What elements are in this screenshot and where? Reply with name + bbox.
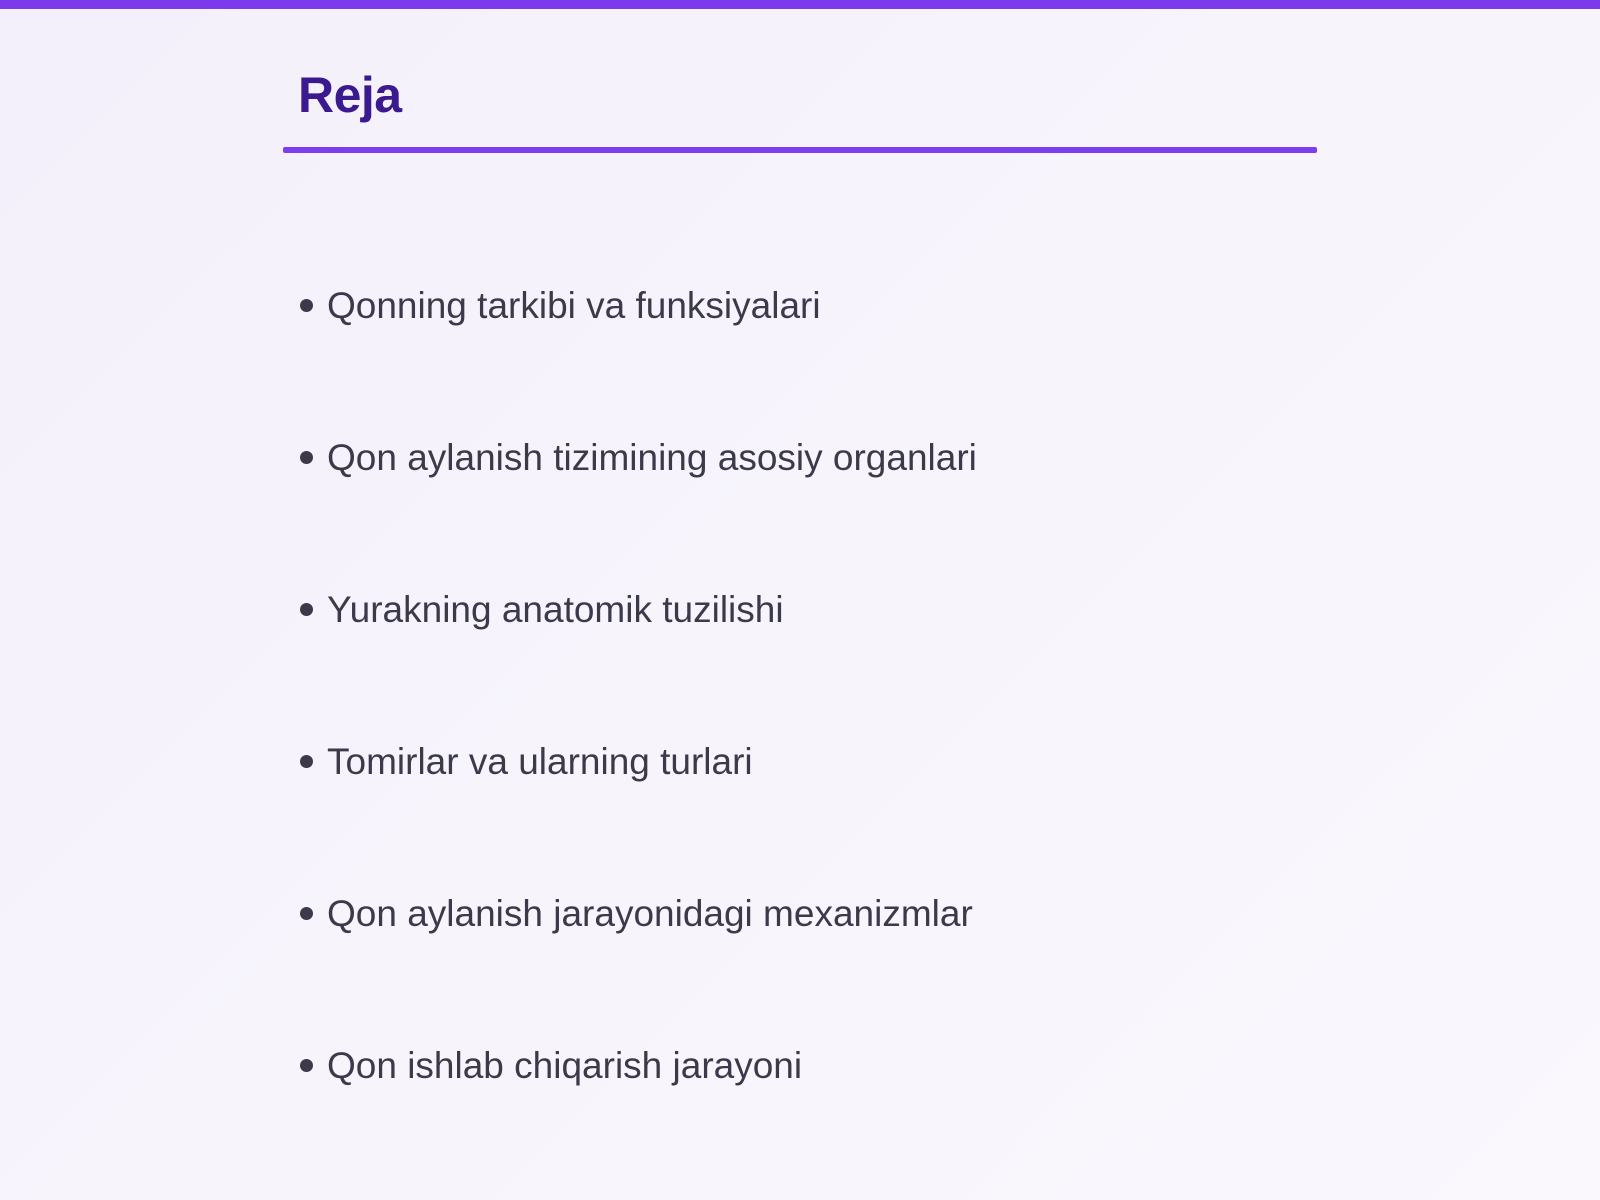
bullet-icon bbox=[300, 755, 313, 768]
bullet-icon bbox=[300, 299, 313, 312]
bullet-icon bbox=[300, 603, 313, 616]
top-accent-bar bbox=[0, 0, 1600, 9]
list-item-text: Qon ishlab chiqarish jarayoni bbox=[327, 1045, 803, 1086]
bullet-icon bbox=[300, 907, 313, 920]
list-item bbox=[300, 740, 753, 784]
bullet-icon bbox=[300, 1059, 313, 1072]
list-item-text: Qonning tarkibi va funksiyalari bbox=[327, 285, 821, 326]
slide-title: Reja bbox=[298, 67, 402, 123]
bullet-icon bbox=[300, 451, 313, 464]
list-item bbox=[300, 892, 973, 936]
list-item bbox=[300, 1044, 802, 1088]
list-item-text: Qon aylanish tizimining asosiy organlari bbox=[327, 437, 977, 478]
list-item bbox=[300, 588, 784, 632]
list-item bbox=[300, 436, 977, 480]
title-underline bbox=[283, 147, 1317, 153]
list-item-text: Qon aylanish jarayonidagi mexanizmlar bbox=[327, 893, 973, 934]
list-item bbox=[300, 284, 821, 328]
list-item-text: Yurakning anatomik tuzilishi bbox=[327, 589, 784, 630]
list-item-text: Tomirlar va ularning turlari bbox=[327, 741, 753, 782]
